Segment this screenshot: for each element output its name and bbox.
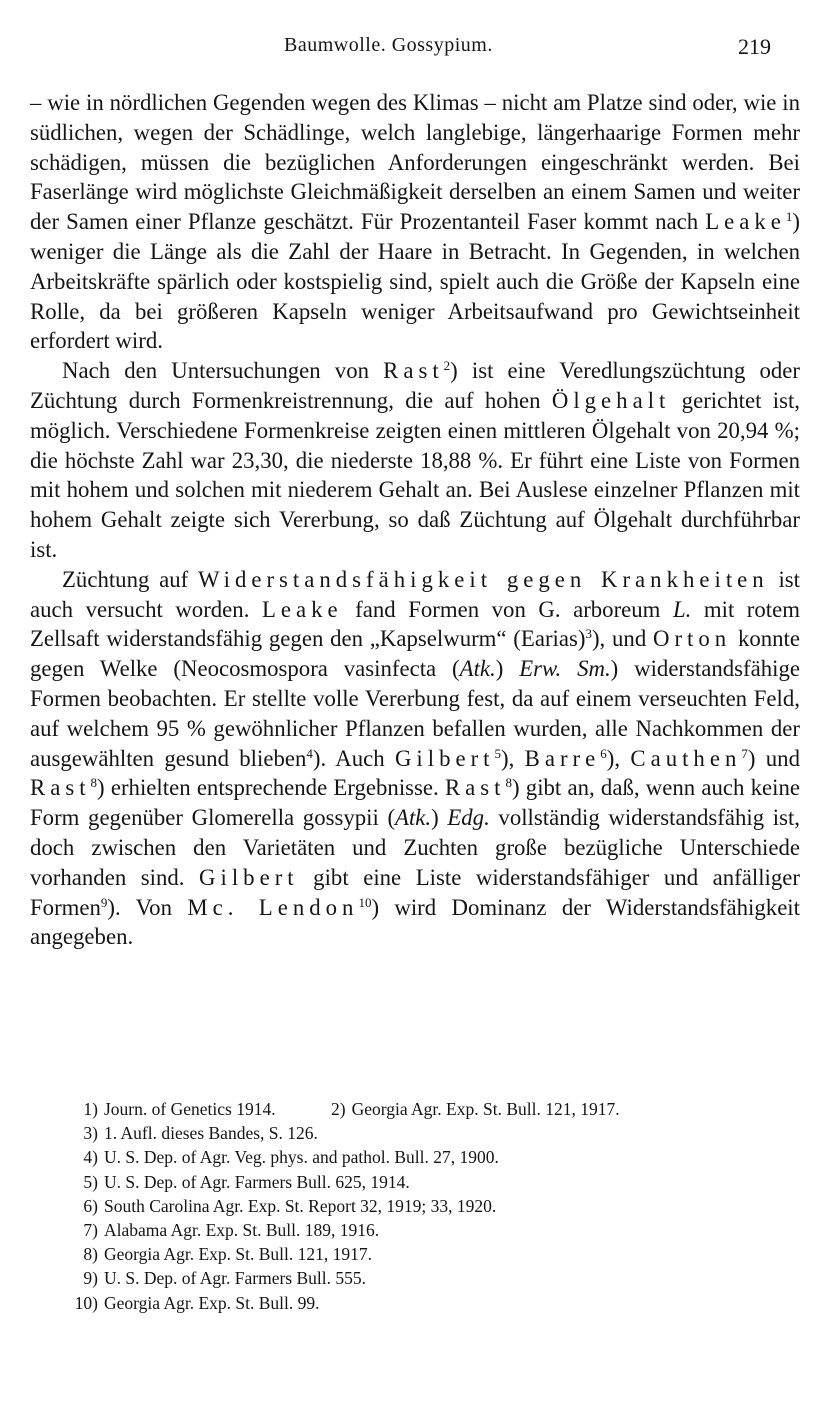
text-run: ) und — [747, 745, 800, 771]
footnote-text: Georgia Agr. Exp. St. Bull. 99. — [104, 1292, 320, 1313]
paragraph-2 — [30, 356, 800, 565]
text-run: ) weniger die Länge als die Zahl der Haare in Betracht. In Gegenden, in welchen Arbeitskräfte spärlich oder kostspielig sind, spielt auch die Größe der Kapseln eine Rolle, da bei größeren Kapseln weniger Arbeitsaufwand pro Gewichtseinheit erfordert wird. — [30, 209, 800, 354]
running-title: Baumwolle. Gossypium. — [284, 34, 493, 56]
footnotes — [68, 1097, 808, 1315]
footnote-line — [68, 1194, 808, 1218]
emphasis-term: Ölgehalt — [551, 387, 671, 413]
text-run: ) ist eine Veredlungszüchtung oder Züchtung durch Formenkreistrennung, die auf hohen — [30, 358, 800, 413]
footnote-line — [68, 1266, 808, 1290]
main-text — [30, 88, 800, 952]
footnote-text: U. S. Dep. of Agr. Farmers Bull. 625, 1914. — [104, 1171, 410, 1192]
footnote-number: 7) — [83, 1220, 98, 1241]
footnote-text: South Carolina Agr. Exp. St. Report 32, 1919; 33, 1920. — [104, 1195, 497, 1216]
text-run: Züchtung auf — [62, 566, 198, 592]
footnote-number: 6) — [83, 1195, 98, 1216]
footnote-number: 3) — [83, 1123, 98, 1144]
footnote-ref: 5 — [494, 745, 502, 761]
author-name: Rast — [383, 358, 444, 384]
footnote-text: U. S. Dep. of Agr. Veg. phys. and pathol. Bull. 27, 1900. — [104, 1147, 499, 1168]
author-name: Gilbert — [394, 745, 495, 771]
author-name: Rast — [444, 775, 506, 801]
text-run: – wie in nördlichen Gegenden wegen des Klimas – nicht am Platze sind oder, wie in südlichen, wegen der Schädlinge, welch langlebige, längerhaarige Formen mehr schädigen, müssen die bezüglichen Anforderungen eingeschränkt werden. Bei Faserlänge wird möglichste Gleichmäßigkeit derselben an einem Samen und weiter der Samen einer Pflanze geschätzt. Für Prozentanteil Faser kommt nach — [30, 90, 800, 235]
authority-abbrev: Edg. — [447, 805, 490, 831]
author-name: Barre — [524, 745, 601, 771]
footnote-ref: 2 — [443, 358, 451, 374]
text-run: gibt eine Liste widerstandsfähiger und anfälliger Formen — [30, 864, 800, 920]
author-name: Leake — [261, 596, 343, 622]
text-run: ) widerstandsfähige Formen beobachten. Er stellte volle Vererbung fest, da auf einem verseuchten Feld, auf welchem 95 % gewöhnlicher Pflanzen befallen wurden, alle Nachkommen der ausgewählten gesund blieben — [30, 656, 800, 771]
text-run: ). Auch — [312, 745, 395, 771]
author-name: Rast — [30, 775, 91, 801]
footnote-line — [68, 1097, 808, 1121]
text-run: vollständig widerstandsfähig ist, doch zwischen den Varietäten und Zuchten große bezügliche Unterschiede vorhanden sind. — [30, 805, 800, 890]
author-name: Gilbert — [199, 864, 299, 890]
text-run: ) gibt an, daß, wenn auch keine Form gegenüber Glomerella gossypii ( — [30, 775, 800, 831]
text-run: konnte gegen Welke (Neocosmospora vasinfecta ( — [30, 626, 801, 682]
footnote-ref: 8 — [505, 775, 512, 791]
footnote-ref: 1 — [785, 209, 793, 225]
author-name: Leake — [705, 209, 786, 235]
footnote-text: Journ. of Genetics 1914. — [104, 1099, 276, 1119]
text-run: gerichtet ist, möglich. Verschiedene Formenkreise zeigten einen mittleren Ölgehalt von 20,94 %; die höchste Zahl war 23,30, die niederste 18,88 %. Er führt eine Liste von Formen mit hohem und solchen mit niederem Gehalt an. Bei Auslese einzelner Pflanzen mit hohem Gehalt zeigte sich Vererbung, so daß Züchtung auf Ölgehalt durchführbar ist. — [30, 387, 800, 562]
footnote-number: 5) — [83, 1171, 98, 1192]
footnote-text: Alabama Agr. Exp. St. Bull. 189, 1916. — [104, 1220, 380, 1241]
footnote-text: 1. Aufl. dieses Bandes, S. 126. — [104, 1123, 318, 1144]
author-name: Orton — [653, 626, 732, 652]
footnote-text: Georgia Agr. Exp. St. Bull. 121, 1917. — [104, 1244, 373, 1265]
footnote-text: U. S. Dep. of Agr. Farmers Bull. 555. — [104, 1268, 367, 1289]
text-run: ), — [501, 745, 525, 771]
authority-abbrev: Atk. — [395, 805, 432, 831]
footnote-line — [68, 1121, 808, 1145]
footnote-number: 1) — [83, 1099, 98, 1119]
text-run: ), und — [591, 626, 653, 652]
footnote-text: Georgia Agr. Exp. St. Bull. 121, 1917. — [351, 1099, 620, 1119]
authority-abbrev: L. — [672, 596, 692, 622]
text-run: ) erhielten entsprechende Ergebnisse. — [97, 775, 445, 801]
footnote-ref: 10 — [358, 894, 372, 910]
running-header — [0, 34, 830, 64]
footnote-line — [68, 1291, 808, 1315]
text-run: fand Formen von G. arboreum — [342, 596, 673, 622]
footnote-ref: 7 — [741, 745, 748, 761]
footnote-ref: 8 — [90, 775, 98, 791]
author-name: Cauthen — [630, 745, 742, 771]
text-run: ) — [495, 656, 520, 682]
text-run: ) wird Dominanz der Widerstandsfähigkeit angegeben. — [30, 894, 800, 950]
page-number: 219 — [738, 34, 771, 59]
footnote-ref: 4 — [306, 745, 313, 761]
authority-abbrev: Erw. Sm. — [519, 656, 611, 682]
text-run: ) — [431, 805, 448, 831]
footnote-number: 10) — [74, 1292, 98, 1313]
footnote-ref: 3 — [585, 626, 592, 642]
paragraph-1 — [30, 88, 800, 356]
footnote-number: 8) — [83, 1244, 98, 1265]
paragraph-3 — [30, 565, 800, 952]
text-run: ), — [606, 745, 631, 771]
footnote-ref: 6 — [600, 745, 607, 761]
text-run: ). Von — [107, 894, 188, 920]
footnote-number: 9) — [83, 1268, 98, 1289]
footnote-ref: 9 — [100, 894, 108, 910]
footnote-line — [68, 1218, 808, 1242]
author-name: Mc. Lendon — [187, 894, 359, 920]
text-run: mit rotem Zellsaft widerstandsfähig gegen den „Kapselwurm“ (Earias) — [30, 596, 800, 652]
text-run: ist auch versucht worden. — [30, 566, 800, 622]
footnote-number: 4) — [83, 1147, 98, 1168]
footnote-line — [68, 1242, 808, 1266]
text-run: Nach den Untersuchungen von — [62, 358, 384, 384]
footnote-line — [68, 1145, 808, 1169]
authority-abbrev: Atk. — [459, 656, 496, 682]
footnote-line — [68, 1170, 808, 1194]
footnote-number: 2) — [331, 1099, 346, 1119]
emphasis-term: Widerstandsfähigkeit gegen Krankheiten — [198, 566, 769, 592]
